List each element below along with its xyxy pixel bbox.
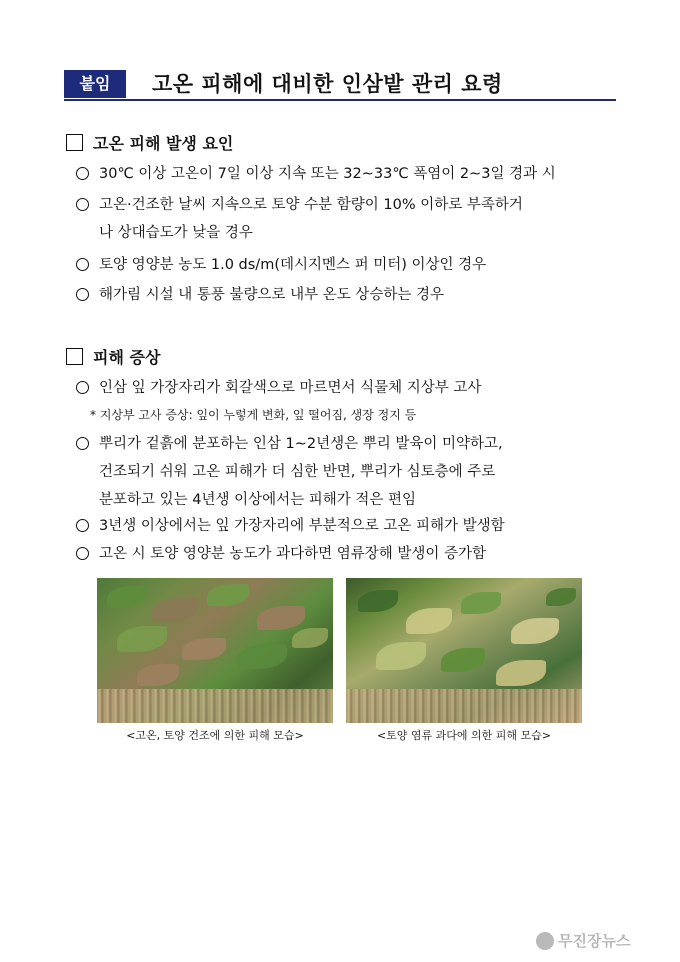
document-title: 고온 피해에 대비한 인삼밭 관리 요령 <box>152 72 503 96</box>
salt-damage-photo <box>346 578 582 723</box>
document-header <box>64 70 616 100</box>
circle-bullet-icon <box>76 258 89 271</box>
list-item-text: 뿌리가 겉흙에 분포하는 인삼 1∼2년생은 뿌리 발육이 미약하고, <box>99 436 503 452</box>
list-item-text: 인삼 잎 가장자리가 회갈색으로 마르면서 식물체 지상부 고사 <box>99 380 482 396</box>
title-underline <box>64 99 616 101</box>
list-item-text: 해가림 시설 내 통풍 불량으로 내부 온도 상승하는 경우 <box>99 287 445 303</box>
circle-bullet-icon <box>76 381 89 394</box>
list-item-text: 30℃ 이상 고온이 7일 이상 지속 또는 32∼33℃ 폭염이 2∼3일 경과 시 <box>99 166 556 182</box>
right-photo-caption: <토양 염류 과다에 의한 피해 모습> <box>376 729 552 742</box>
attachment-tag: 붙임 <box>64 70 126 98</box>
left-photo-caption: <고온, 토양 건조에 의한 피해 모습> <box>126 729 304 742</box>
watermark-logo-icon <box>536 932 554 950</box>
list-item <box>76 374 621 402</box>
heat-damage-photo <box>97 578 333 723</box>
list-item <box>76 430 621 514</box>
list-item <box>76 281 621 309</box>
circle-bullet-icon <box>76 519 89 532</box>
section-heading-causes <box>66 133 233 155</box>
section-heading-symptoms <box>66 347 160 369</box>
list-item-text: 고온 시 토양 영양분 농도가 과다하면 염류장해 발생이 증가함 <box>99 546 487 562</box>
footnote: * 지상부 고사 증상: 잎이 누렇게 변화, 잎 떨어짐, 생장 정지 등 <box>90 408 417 422</box>
list-item <box>76 160 621 188</box>
circle-bullet-icon <box>76 198 89 211</box>
circle-bullet-icon <box>76 547 89 560</box>
checkbox-square-icon <box>66 348 83 365</box>
list-item <box>76 191 621 247</box>
watermark <box>536 930 671 952</box>
list-item <box>76 251 621 279</box>
list-item-text-continued: 분포하고 있는 4년생 이상에서는 피해가 적은 편임 <box>99 492 417 508</box>
section-heading-text: 피해 증상 <box>93 348 161 367</box>
section-heading-text: 고온 피해 발생 요인 <box>93 134 234 153</box>
list-item-text: 토양 영양분 농도 1.0 ds/m(데시지멘스 퍼 미터) 이상인 경우 <box>99 257 487 273</box>
list-item-text-continued: 건조되기 쉬워 고온 피해가 더 심한 반면, 뿌리가 심토층에 주로 <box>99 464 496 480</box>
circle-bullet-icon <box>76 437 89 450</box>
checkbox-square-icon <box>66 134 83 151</box>
list-item-text: 3년생 이상에서는 잎 가장자리에 부분적으로 고온 피해가 발생함 <box>99 518 505 534</box>
list-item-text: 고온·건조한 날씨 지속으로 토양 수분 함량이 10% 이하로 부족하거 <box>99 197 523 213</box>
circle-bullet-icon <box>76 288 89 301</box>
watermark-text: 무진장뉴스 <box>558 932 631 950</box>
circle-bullet-icon <box>76 167 89 180</box>
list-item <box>76 540 621 568</box>
list-item-text-continued: 나 상대습도가 낮을 경우 <box>99 225 253 241</box>
list-item <box>76 512 621 540</box>
